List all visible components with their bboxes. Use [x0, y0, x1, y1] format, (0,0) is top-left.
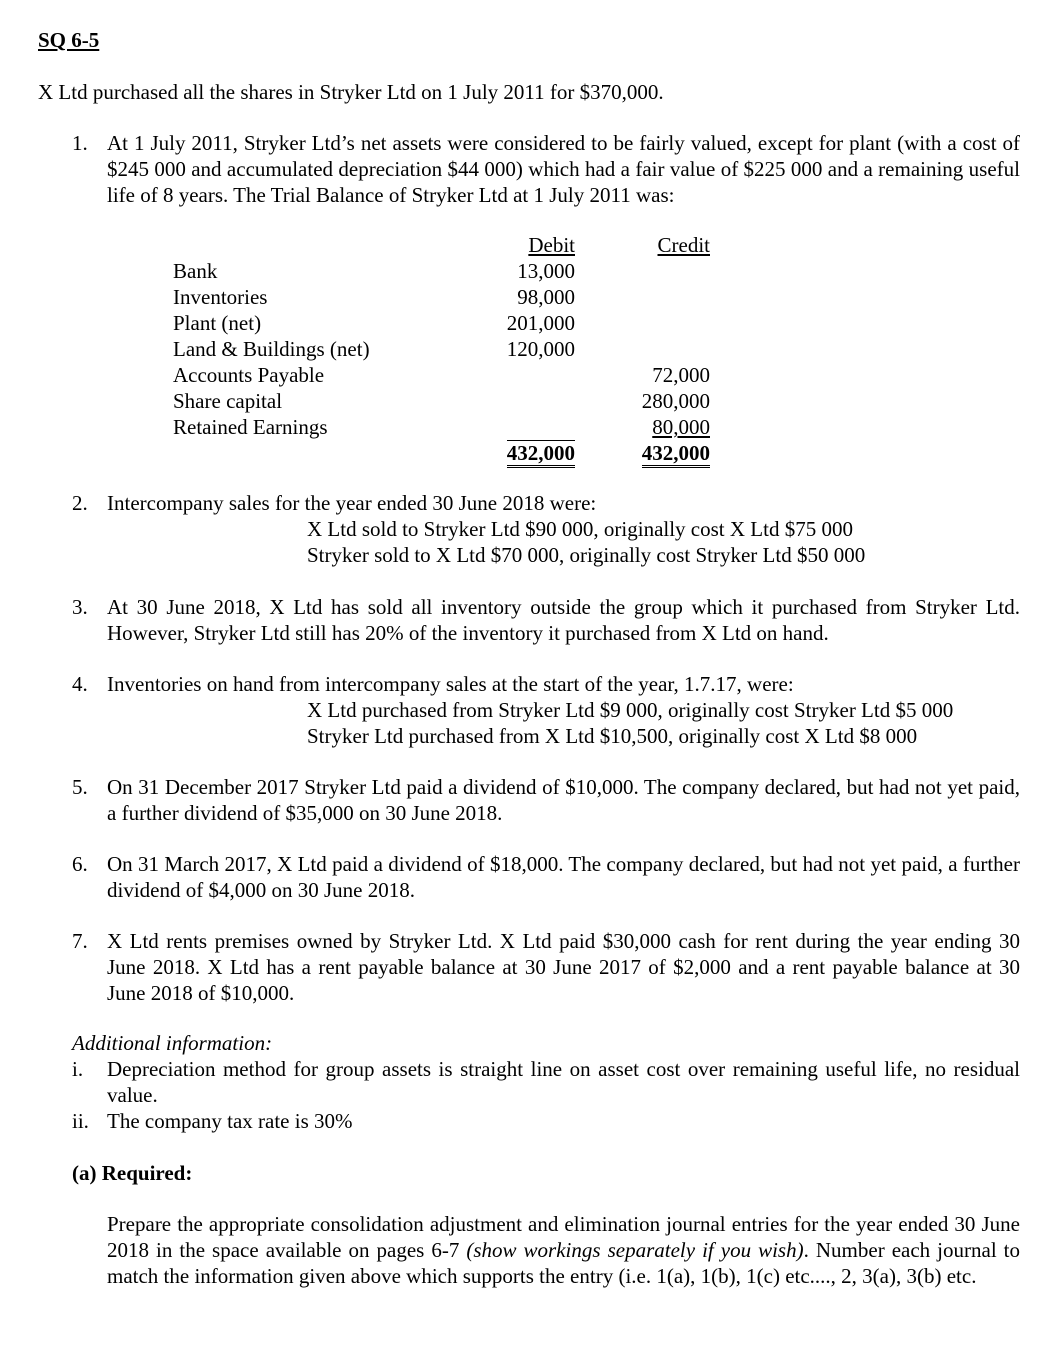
- required-text-part: Prepare the appropriate consolidation adjustment and elimination journal entries for the year ended 30 June 2018 in the space available on pages 6-7: [107, 1212, 1020, 1262]
- row-label: Plant (net): [173, 311, 262, 335]
- additional-item: [72, 1056, 1020, 1108]
- roman-number: ii.: [72, 1109, 89, 1133]
- list-item: [72, 671, 1020, 697]
- sub-line: Stryker Ltd purchased from X Ltd $10,500, originally cost X Ltd $8 000: [307, 724, 918, 748]
- required-text-italic: (show workings separately if you wish): [466, 1238, 804, 1262]
- item-number: 3.: [72, 595, 88, 619]
- credit-header: Credit: [657, 233, 710, 257]
- item-number: 4.: [72, 672, 88, 696]
- item-text: At 30 June 2018, X Ltd has sold all inventory outside the group which it purchased from Stryker Ltd. However, Stryker Ltd still has 20% of the inventory it purchased from X Ltd on hand.: [107, 595, 1020, 645]
- sub-line: X Ltd purchased from Stryker Ltd $9 000, originally cost Stryker Ltd $5 000: [307, 698, 954, 722]
- credit-total: [642, 440, 710, 466]
- row-label: Accounts Payable: [173, 363, 325, 387]
- list-item: [72, 130, 1020, 208]
- credit-total-value: 432,000: [642, 441, 710, 468]
- intro-text: X Ltd purchased all the shares in Stryker Ltd on 1 July 2011 for $370,000.: [38, 80, 664, 104]
- debit-value: 120,000: [506, 337, 575, 361]
- list-item: [72, 851, 1020, 903]
- sub-line: Stryker sold to X Ltd $70 000, originally cost Stryker Ltd $50 000: [307, 543, 866, 567]
- item-text: Intercompany sales for the year ended 30 June 2018 were:: [107, 491, 597, 515]
- row-label: Share capital: [173, 389, 283, 413]
- required-text-part: . Number each journal to match the information given above which supports the entry (i.e. 1(a), 1(b), 1(c) etc...., 2, 3(a), 3(b) etc.: [107, 1238, 1021, 1288]
- sub-line: X Ltd sold to Stryker Ltd $90 000, originally cost X Ltd $75 000: [307, 517, 853, 541]
- item-number: 6.: [72, 852, 88, 876]
- item-text: At 1 July 2011, Stryker Ltd’s net assets were considered to be fairly valued, except for plant (with a cost of $245 000 and accumulated depreciation $44 000) which had a fair value of $225 000 and a remaining useful life of 8 years. The Trial Balance of Stryker Ltd at 1 July 2011 was:: [107, 131, 1020, 207]
- debit-value: 98,000: [517, 285, 575, 309]
- row-label: Retained Earnings: [173, 415, 328, 439]
- credit-value: 280,000: [641, 389, 710, 413]
- additional-text: The company tax rate is 30%: [107, 1109, 353, 1133]
- item-text: On 31 March 2017, X Ltd paid a dividend of $18,000. The company declared, but had not yet paid, a further dividend of $4,000 on 30 June 2018.: [107, 852, 1020, 902]
- roman-number: i.: [72, 1057, 84, 1081]
- row-label: Bank: [173, 259, 218, 283]
- item-text: Inventories on hand from intercompany sales at the start of the year, 1.7.17, were:: [107, 672, 794, 696]
- item-number: 2.: [72, 491, 88, 515]
- credit-value: 72,000: [652, 363, 710, 387]
- list-item: [72, 594, 1020, 646]
- debit-value: 13,000: [517, 259, 575, 283]
- additional-text: Depreciation method for group assets is straight line on asset cost over remaining useful life, no residual value.: [107, 1057, 1020, 1107]
- required-heading: (a) Required:: [72, 1161, 193, 1185]
- list-item: [72, 490, 1020, 516]
- item-text: X Ltd rents premises owned by Stryker Ltd. X Ltd paid $30,000 cash for rent during the year ending 30 June 2018. X Ltd has a rent payable balance at 30 June 2017 of $2,000 and a rent payable balance at 30 June 2018 of $10,000.: [107, 929, 1020, 1005]
- debit-value: 201,000: [506, 311, 575, 335]
- credit-value: 80,000: [652, 415, 710, 439]
- row-label: Land & Buildings (net): [173, 337, 370, 361]
- row-label: Inventories: [173, 285, 268, 309]
- list-item: [72, 774, 1020, 826]
- page-title: SQ 6-5: [38, 28, 100, 52]
- item-text: On 31 December 2017 Stryker Ltd paid a dividend of $10,000. The company declared, but had not yet paid, a further dividend of $35,000 on 30 June 2018.: [107, 775, 1020, 825]
- debit-total-value: 432,000: [507, 440, 575, 468]
- debit-total: [507, 440, 575, 466]
- item-number: 7.: [72, 929, 88, 953]
- additional-item: [72, 1108, 1020, 1134]
- list-item: [72, 928, 1020, 1006]
- required-text: [107, 1211, 1020, 1289]
- additional-heading: Additional information:: [72, 1031, 273, 1055]
- debit-header: Debit: [528, 233, 575, 257]
- item-number: 5.: [72, 775, 88, 799]
- item-number: 1.: [72, 131, 88, 155]
